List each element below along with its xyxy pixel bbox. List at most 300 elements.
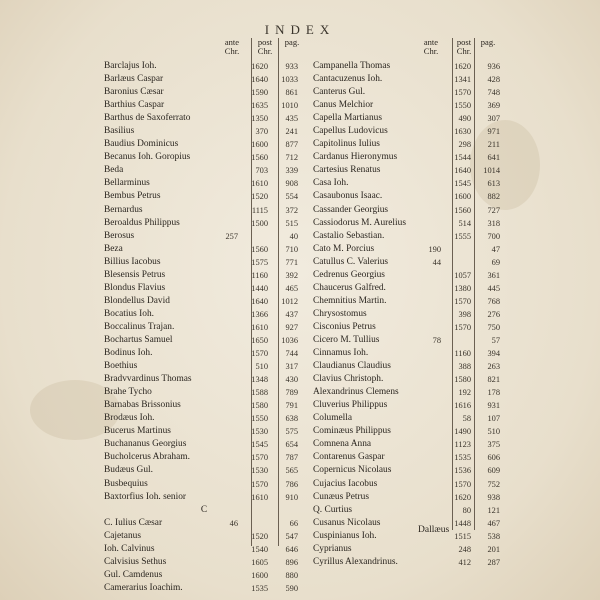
entry-name: Busbequius: [104, 478, 148, 489]
entry-name: Cisconius Petrus: [313, 321, 376, 332]
entry-pag: 107: [487, 414, 500, 424]
entry-name: Beda: [104, 165, 124, 176]
index-entry: [104, 478, 304, 491]
entry-pag: 700: [487, 231, 500, 241]
entry-pag: 861: [285, 88, 298, 98]
index-entry: [104, 451, 304, 464]
entry-post: 703: [255, 166, 268, 176]
header-pag: pag.: [480, 37, 496, 47]
entry-name: Bucholcerus Abraham.: [104, 452, 190, 463]
entry-pag: 565: [285, 466, 298, 476]
entry-name: Casa Ioh.: [313, 178, 349, 189]
entry-post: 1520: [251, 192, 268, 202]
entry-pag: 1012: [281, 296, 298, 306]
entry-post: 1536: [454, 466, 471, 476]
entry-post: 1560: [251, 244, 268, 254]
entry-name: Baronius Cæsar: [104, 87, 164, 98]
index-entry: [104, 230, 304, 243]
entry-name: Baxtorfius Ioh. senior: [104, 491, 187, 502]
entry-pag: 201: [487, 544, 500, 554]
entry-name: Cluverius Philippus: [313, 400, 388, 411]
entry-post: 1600: [454, 192, 471, 202]
entry-pag: 515: [285, 218, 298, 228]
entry-post: 1348: [251, 375, 268, 385]
entry-name: Barnabas Brissonius: [104, 400, 181, 411]
entry-pag: 789: [285, 388, 298, 398]
entry-pag: 638: [285, 414, 298, 424]
entry-name: Budæus Gul.: [104, 465, 153, 476]
index-entry: [313, 230, 501, 243]
index-column-right: [313, 38, 501, 569]
entry-post: 398: [458, 309, 471, 319]
entry-name: Comnena Anna: [313, 439, 372, 450]
index-entry: [313, 321, 501, 334]
entry-name: Bucerus Martinus: [104, 426, 171, 437]
entry-pag: 47: [491, 244, 500, 254]
index-entry: [104, 412, 304, 425]
entry-post: 1610: [251, 179, 268, 189]
entry-pag: 786: [285, 479, 298, 489]
index-entry: [104, 60, 304, 73]
entry-post: 1590: [251, 88, 268, 98]
index-entry: [104, 556, 304, 569]
entry-pag: 1033: [281, 75, 298, 85]
entry-ante: 44: [432, 257, 441, 267]
entry-pag: 211: [487, 140, 500, 150]
entry-post: 1520: [251, 531, 268, 541]
entry-name: Becanus Ioh. Goropius: [104, 152, 191, 163]
entry-pag: 710: [285, 244, 298, 254]
entry-name: Bellarminus: [104, 178, 150, 189]
entry-name: Cedrenus Georgius: [313, 269, 385, 280]
entry-name: Cujacius Iacobus: [313, 478, 378, 489]
index-entry: [104, 373, 304, 386]
entry-post: 1630: [454, 127, 471, 137]
index-entry: [104, 138, 304, 151]
entry-pag: 609: [487, 466, 500, 476]
entry-name: Cominæus Philippus: [313, 426, 391, 437]
index-entry: [104, 569, 304, 582]
entry-name: Bradvvardinus Thomas: [104, 374, 192, 385]
index-entry: [104, 217, 304, 230]
index-entry: [313, 530, 501, 543]
entry-pag: 927: [285, 322, 298, 332]
entry-post: 1580: [251, 401, 268, 411]
entry-pag: 372: [285, 205, 298, 215]
index-entry: [104, 491, 304, 504]
entry-name: Beza: [104, 243, 123, 254]
entry-pag: 437: [285, 309, 298, 319]
entry-name: Berosus: [104, 230, 135, 241]
entry-name: Cunæus Petrus: [313, 491, 369, 502]
entry-pag: 121: [487, 505, 500, 515]
entry-post: 1366: [251, 309, 268, 319]
index-entry: [313, 556, 501, 569]
entry-post: 1535: [251, 583, 268, 593]
entry-pag: 791: [285, 401, 298, 411]
index-entry: [104, 347, 304, 360]
entry-pag: 287: [487, 557, 500, 567]
entry-ante: 78: [432, 335, 441, 345]
entry-post: 510: [255, 362, 268, 372]
entry-name: Claudianus Claudius: [313, 361, 391, 372]
entry-name: Bernardus: [104, 204, 143, 215]
entry-pag: 538: [487, 531, 500, 541]
entry-name: Bocatius Ioh.: [104, 308, 154, 319]
index-entry: [104, 321, 304, 334]
index-entry: [313, 464, 501, 477]
index-entry: [313, 425, 501, 438]
index-entry: [104, 151, 304, 164]
entry-post: 1560: [251, 153, 268, 163]
entry-name: Basilius: [104, 126, 135, 137]
entry-post: 1545: [251, 440, 268, 450]
index-entry: [104, 438, 304, 451]
entry-pag: 877: [285, 140, 298, 150]
entry-name: Campanella Thomas: [313, 61, 391, 71]
entry-post: 1635: [251, 101, 268, 111]
entry-post: 1057: [454, 270, 471, 280]
entry-pag: 369: [487, 101, 500, 111]
entry-name: Capellus Ludovicus: [313, 126, 388, 137]
index-entry: [104, 73, 304, 86]
entry-post: 1616: [454, 401, 471, 411]
entry-name: Bodinus Ioh.: [104, 348, 153, 359]
index-entry: [104, 269, 304, 282]
entry-pag: 880: [285, 570, 298, 580]
entry-post: 1588: [251, 388, 268, 398]
entry-name: Bochartus Samuel: [104, 334, 173, 345]
entry-post: 298: [458, 140, 471, 150]
index-entry: [313, 86, 501, 99]
entry-pag: 606: [487, 453, 500, 463]
entry-name: Barlæus Caspar: [104, 74, 164, 85]
index-entry: [313, 451, 501, 464]
entry-pag: 936: [487, 62, 500, 71]
entry-name: Contarenus Gaspar: [313, 452, 385, 463]
index-entry: [104, 360, 304, 373]
entry-post: 1350: [251, 114, 268, 124]
entry-post: 1545: [454, 179, 471, 189]
entry-name: Baudius Dominicus: [104, 139, 179, 150]
entry-post: 1640: [454, 166, 471, 176]
entry-pag: 748: [487, 88, 500, 98]
index-entry: [104, 190, 304, 203]
index-entry: [313, 112, 501, 125]
entry-name: Casaubonus Isaac.: [313, 191, 383, 202]
index-entry: [313, 491, 501, 504]
entry-name: Capella Martianus: [313, 113, 382, 124]
entry-name: Blondellus David: [104, 295, 170, 306]
header-pag: pag.: [284, 37, 300, 47]
column-header: [313, 38, 501, 60]
entry-name: Cardanus Hieronymus: [313, 152, 398, 163]
entry-name: Buchananus Georgius: [104, 439, 187, 450]
index-entry: [104, 582, 304, 595]
index-entry: [313, 504, 501, 517]
entry-name: Cassander Georgius: [313, 204, 389, 215]
entry-pag: 727: [487, 205, 500, 215]
index-entry: [313, 204, 501, 217]
entry-name: Bembus Petrus: [104, 191, 161, 202]
entry-post: 1448: [454, 518, 471, 528]
entry-name: Brodæus Ioh.: [104, 413, 155, 424]
catchword: Dallæus: [418, 525, 450, 535]
entry-pag: 465: [285, 283, 298, 293]
entry-name: Barclajus Ioh.: [104, 61, 157, 71]
entry-post: 1380: [454, 283, 471, 293]
entry-name: Barthus de Saxoferrato: [104, 113, 191, 124]
index-entry: [313, 256, 501, 269]
entry-pag: 467: [487, 518, 500, 528]
index-entry: [313, 399, 501, 412]
entry-post: 1530: [251, 466, 268, 476]
index-entry: [104, 164, 304, 177]
entry-post: 1160: [251, 270, 268, 280]
entry-post: 1515: [454, 531, 471, 541]
entry-pag: 66: [289, 518, 298, 528]
entry-name: Alexandrinus Clemens: [313, 387, 399, 398]
index-entry: [104, 204, 304, 217]
index-entry: [313, 73, 501, 86]
index-entry: [313, 308, 501, 321]
entry-post: 1570: [251, 349, 268, 359]
index-entry: [104, 399, 304, 412]
index-entry: [104, 125, 304, 138]
entry-name: Billius Iacobus: [104, 256, 161, 267]
entry-post: 1640: [251, 296, 268, 306]
header-post: post Chr.: [257, 37, 273, 56]
entry-name: Boccalinus Trajan.: [104, 321, 175, 332]
entry-name: Cinnamus Ioh.: [313, 348, 369, 359]
entry-pag: 646: [285, 544, 298, 554]
entry-pag: 57: [491, 335, 500, 345]
entry-post: 1640: [251, 75, 268, 85]
index-entry: [313, 438, 501, 451]
entry-pag: 613: [487, 179, 500, 189]
entry-name: Boethius: [104, 361, 138, 372]
entry-pag: 69: [491, 257, 500, 267]
entry-name: Cusanus Nicolaus: [313, 517, 381, 528]
entry-post: 1550: [454, 101, 471, 111]
column-header: [104, 38, 304, 60]
index-entry: [104, 99, 304, 112]
entry-name: Chaucerus Galfred.: [313, 282, 386, 293]
entry-post: 1550: [251, 414, 268, 424]
entry-post: 1115: [251, 205, 268, 215]
index-entry: [313, 151, 501, 164]
index-entry: [313, 295, 501, 308]
entry-post: 58: [462, 414, 471, 424]
entry-pag: 771: [285, 257, 298, 267]
index-entry: [104, 530, 304, 543]
entry-pag: 307: [487, 114, 500, 124]
entry-name: Camerarius Ioachim.: [104, 582, 183, 593]
entry-pag: 445: [487, 283, 500, 293]
entry-pag: 178: [487, 388, 500, 398]
entry-post: 1540: [251, 544, 268, 554]
index-entry: [104, 112, 304, 125]
entry-pag: 575: [285, 427, 298, 437]
entry-name: Gul. Camdenus: [104, 569, 163, 580]
entry-pag: 641: [487, 153, 500, 163]
entry-pag: 752: [487, 479, 500, 489]
index-entry: [313, 269, 501, 282]
entry-name: Beroaldus Philippus: [104, 217, 180, 228]
entry-post: 1570: [454, 479, 471, 489]
entry-pag: 241: [285, 127, 298, 137]
header-ante: ante Chr.: [224, 37, 240, 56]
entry-pag: 933: [285, 62, 298, 71]
index-entry: [313, 60, 501, 73]
entry-post: 1500: [251, 218, 268, 228]
index-entry: [104, 177, 304, 190]
index-entry: [104, 86, 304, 99]
entry-name: C. Iulius Cæsar: [104, 517, 163, 528]
index-entry: [313, 360, 501, 373]
entry-post: 1535: [454, 453, 471, 463]
entry-pag: 910: [285, 492, 298, 502]
entry-post: 490: [458, 114, 471, 124]
entry-post: 1580: [454, 375, 471, 385]
index-entry: [313, 125, 501, 138]
entry-post: 1575: [251, 257, 268, 267]
entry-post: 412: [458, 557, 471, 567]
entry-name: Canus Melchior: [313, 100, 374, 111]
entry-ante: 190: [428, 244, 441, 254]
entry-pag: 40: [289, 231, 298, 241]
index-entry: [313, 543, 501, 556]
entry-name: Cicero M. Tullius: [313, 334, 380, 345]
entry-post: 388: [458, 362, 471, 372]
index-entry: [104, 543, 304, 556]
entry-post: 1610: [251, 492, 268, 502]
entry-post: 1620: [454, 492, 471, 502]
index-entry: [313, 412, 501, 425]
entry-pag: 318: [487, 218, 500, 228]
index-entry: [313, 517, 501, 530]
entry-name: Canterus Gul.: [313, 87, 366, 98]
entry-post: 1570: [454, 322, 471, 332]
index-entry: [313, 478, 501, 491]
index-entry: [104, 517, 304, 530]
entry-post: 1600: [251, 140, 268, 150]
entry-name: Blondus Flavius: [104, 282, 166, 293]
entry-pag: 317: [285, 362, 298, 372]
index-entry: [313, 386, 501, 399]
index-entry: [104, 282, 304, 295]
entry-pag: 750: [487, 322, 500, 332]
entry-name: Brahe Tycho: [104, 387, 152, 398]
index-entry: [313, 177, 501, 190]
entry-pag: 263: [487, 362, 500, 372]
index-entry: [104, 386, 304, 399]
entry-post: 1610: [251, 322, 268, 332]
entry-pag: 712: [285, 153, 298, 163]
index-entry: [313, 282, 501, 295]
entry-pag: 375: [487, 440, 500, 450]
entry-name: Ioh. Calvinus: [104, 543, 155, 554]
entry-name: Chemnitius Martin.: [313, 295, 387, 306]
entry-pag: 339: [285, 166, 298, 176]
entry-pag: 908: [285, 179, 298, 189]
entry-name: Cyprianus: [313, 543, 352, 554]
entry-pag: 1014: [483, 166, 500, 176]
page-title: INDEX: [264, 22, 336, 37]
entry-pag: 361: [487, 270, 500, 280]
entry-pag: 654: [285, 440, 298, 450]
index-entry: [313, 138, 501, 151]
entry-pag: 882: [487, 192, 500, 202]
index-column-left: [104, 38, 304, 595]
entry-name: Calvisius Sethus: [104, 556, 167, 567]
entry-pag: 392: [285, 270, 298, 280]
index-entry: [104, 334, 304, 347]
index-entry: [104, 295, 304, 308]
entry-post: 1560: [454, 205, 471, 215]
index-entry: [313, 347, 501, 360]
entry-pag: 554: [285, 192, 298, 202]
entry-ante: 257: [225, 231, 238, 241]
entry-post: 1570: [251, 479, 268, 489]
entry-name: Capitolinus Iulius: [313, 139, 380, 150]
entry-name: Catullus C. Valerius: [313, 256, 389, 267]
index-entry: [313, 164, 501, 177]
entry-name: Cassiodorus M. Aurelius: [313, 217, 406, 228]
section-letter: C: [200, 504, 208, 515]
entry-post: 370: [255, 127, 268, 137]
index-entry: [104, 256, 304, 269]
entry-name: Columella: [313, 413, 353, 424]
entry-post: 1341: [454, 75, 471, 85]
entry-post: 1605: [251, 557, 268, 567]
entry-ante: 46: [229, 518, 238, 528]
entry-pag: 547: [285, 531, 298, 541]
entry-pag: 435: [285, 114, 298, 124]
index-entry: [313, 190, 501, 203]
entry-pag: 787: [285, 453, 298, 463]
entry-pag: 971: [487, 127, 500, 137]
entry-pag: 821: [487, 375, 500, 385]
entry-pag: 896: [285, 557, 298, 567]
entry-post: 1570: [454, 296, 471, 306]
entry-pag: 768: [487, 296, 500, 306]
index-entries-left: [104, 60, 304, 595]
entry-name: Cajetanus: [104, 530, 141, 541]
entry-post: 1123: [454, 440, 471, 450]
entry-post: 1555: [454, 231, 471, 241]
entry-name: Cantacuzenus Ioh.: [313, 74, 383, 85]
entry-name: Cuspinianus Ioh.: [313, 530, 377, 541]
entry-pag: 931: [487, 401, 500, 411]
entry-name: Clavius Christoph.: [313, 374, 384, 385]
index-entries-right: [313, 60, 501, 569]
entry-name: Copernicus Nicolaus: [313, 465, 392, 476]
entry-post: 1440: [251, 283, 268, 293]
entry-post: 1600: [251, 570, 268, 580]
entry-pag: 394: [487, 349, 500, 359]
entry-name: Chrysostomus: [313, 308, 367, 319]
entry-name: Cato M. Porcius: [313, 243, 375, 254]
entry-pag: 430: [285, 375, 298, 385]
entry-post: 1530: [251, 427, 268, 437]
entry-pag: 428: [487, 75, 500, 85]
entry-pag: 276: [487, 309, 500, 319]
entry-post: 514: [458, 218, 471, 228]
entry-pag: 938: [487, 492, 500, 502]
entry-post: 1620: [454, 62, 471, 71]
entry-pag: 510: [487, 427, 500, 437]
